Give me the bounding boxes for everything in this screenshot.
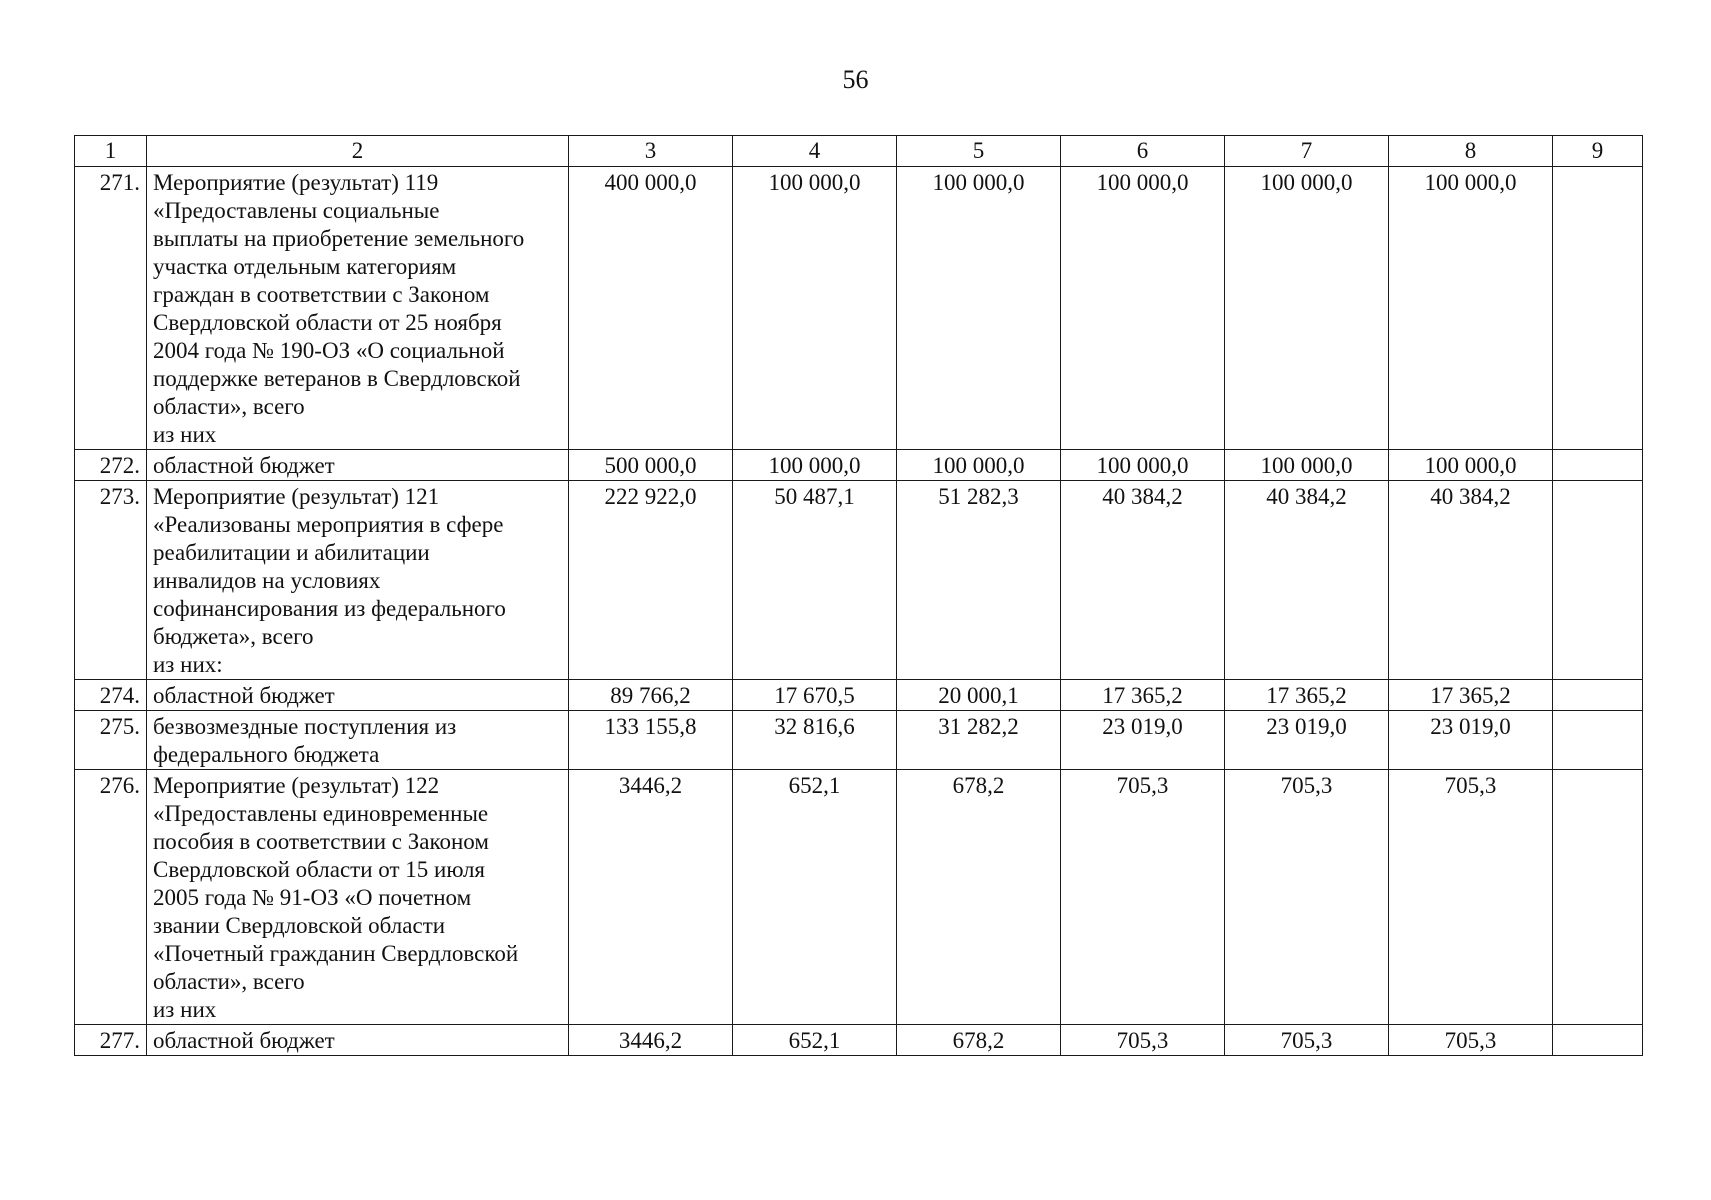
description-line: области», всего (153, 969, 305, 994)
value-cell (1553, 450, 1643, 481)
row-number: 274. (75, 680, 147, 711)
description-line: поддержке ветеранов в Свердловской (153, 366, 521, 391)
column-header: 6 (1061, 136, 1225, 167)
value-cell: 222 922,0 (569, 481, 733, 680)
value-cell (1553, 481, 1643, 680)
description-line: Свердловской области от 15 июля (153, 857, 486, 882)
table-row (75, 450, 1643, 481)
value-cell: 100 000,0 (897, 167, 1061, 450)
description-line: областной бюджет (153, 683, 335, 708)
value-cell: 40 384,2 (1389, 481, 1553, 680)
value-cell (1553, 770, 1643, 1025)
row-number: 277. (75, 1025, 147, 1056)
value-cell: 400 000,0 (569, 167, 733, 450)
column-header: 9 (1553, 136, 1643, 167)
column-header: 3 (569, 136, 733, 167)
value-cell: 23 019,0 (1225, 711, 1389, 770)
description-line: звании Свердловской области (153, 913, 446, 938)
value-cell: 31 282,2 (897, 711, 1061, 770)
table-row (75, 770, 1643, 1025)
description-line: участка отдельным категориям (153, 254, 457, 279)
budget-table (74, 135, 1643, 1056)
description-line: 2005 года № 91-ОЗ «О почетном (153, 885, 472, 910)
description-line: из них: (153, 652, 223, 677)
column-header: 4 (733, 136, 897, 167)
value-cell (1553, 167, 1643, 450)
description-line: софинансирования из федерального (153, 596, 506, 621)
row-description (147, 167, 569, 450)
row-description (147, 450, 569, 481)
description-line: безвозмездные поступления из (153, 714, 457, 739)
value-cell: 17 365,2 (1061, 680, 1225, 711)
value-cell: 40 384,2 (1061, 481, 1225, 680)
value-cell: 50 487,1 (733, 481, 897, 680)
row-description (147, 680, 569, 711)
description-line: бюджета», всего (153, 624, 314, 649)
value-cell: 678,2 (897, 1025, 1061, 1056)
value-cell: 100 000,0 (1389, 167, 1553, 450)
value-cell: 705,3 (1061, 770, 1225, 1025)
description-line: Мероприятие (результат) 122 (153, 773, 440, 798)
value-cell: 17 365,2 (1225, 680, 1389, 711)
value-cell: 705,3 (1389, 770, 1553, 1025)
table-row (75, 711, 1643, 770)
table-row (75, 680, 1643, 711)
column-header: 5 (897, 136, 1061, 167)
description-line: области», всего (153, 394, 305, 419)
row-number: 271. (75, 167, 147, 450)
table-header-row (75, 136, 1643, 167)
value-cell: 133 155,8 (569, 711, 733, 770)
value-cell: 17 365,2 (1389, 680, 1553, 711)
column-header: 1 (75, 136, 147, 167)
description-line: граждан в соответствии с Законом (153, 282, 490, 307)
description-line: 2004 года № 190-ОЗ «О социальной (153, 338, 505, 363)
value-cell: 17 670,5 (733, 680, 897, 711)
description-line: реабилитации и абилитации (153, 540, 430, 565)
value-cell: 652,1 (733, 1025, 897, 1056)
value-cell (1553, 711, 1643, 770)
value-cell: 100 000,0 (733, 450, 897, 481)
value-cell (1553, 680, 1643, 711)
value-cell: 3446,2 (569, 770, 733, 1025)
value-cell: 705,3 (1225, 770, 1389, 1025)
description-line: «Предоставлены социальные (153, 198, 440, 223)
value-cell: 705,3 (1225, 1025, 1389, 1056)
description-line: «Реализованы мероприятия в сфере (153, 512, 504, 537)
row-description (147, 1025, 569, 1056)
value-cell: 100 000,0 (1389, 450, 1553, 481)
value-cell (1553, 1025, 1643, 1056)
row-number: 275. (75, 711, 147, 770)
value-cell: 100 000,0 (1061, 167, 1225, 450)
description-line: областной бюджет (153, 1028, 335, 1053)
description-line: выплаты на приобретение земельного (153, 226, 525, 251)
value-cell: 89 766,2 (569, 680, 733, 711)
row-number: 273. (75, 481, 147, 680)
value-cell: 32 816,6 (733, 711, 897, 770)
description-line: федерального бюджета (153, 742, 380, 767)
description-line: областной бюджет (153, 453, 335, 478)
description-line: «Почетный гражданин Свердловской (153, 941, 519, 966)
description-line: Мероприятие (результат) 119 (153, 170, 439, 195)
row-number: 276. (75, 770, 147, 1025)
value-cell: 100 000,0 (733, 167, 897, 450)
value-cell: 100 000,0 (1225, 167, 1389, 450)
page-number: 56 (842, 65, 869, 94)
table-row (75, 481, 1643, 680)
value-cell: 23 019,0 (1389, 711, 1553, 770)
value-cell: 100 000,0 (1225, 450, 1389, 481)
row-number: 272. (75, 450, 147, 481)
value-cell: 23 019,0 (1061, 711, 1225, 770)
description-line: из них (153, 422, 217, 447)
row-description (147, 711, 569, 770)
column-header: 2 (147, 136, 569, 167)
value-cell: 100 000,0 (897, 450, 1061, 481)
column-header: 7 (1225, 136, 1389, 167)
description-line: Свердловской области от 25 ноября (153, 310, 502, 335)
column-header: 8 (1389, 136, 1553, 167)
value-cell: 705,3 (1389, 1025, 1553, 1056)
value-cell: 705,3 (1061, 1025, 1225, 1056)
description-line: из них (153, 997, 217, 1022)
value-cell: 40 384,2 (1225, 481, 1389, 680)
value-cell: 652,1 (733, 770, 897, 1025)
value-cell: 3446,2 (569, 1025, 733, 1056)
value-cell: 100 000,0 (1061, 450, 1225, 481)
description-line: «Предоставлены единовременные (153, 801, 489, 826)
description-line: Мероприятие (результат) 121 (153, 484, 440, 509)
table-body (75, 167, 1643, 1056)
row-description (147, 770, 569, 1025)
value-cell: 20 000,1 (897, 680, 1061, 711)
value-cell: 678,2 (897, 770, 1061, 1025)
value-cell: 51 282,3 (897, 481, 1061, 680)
value-cell: 500 000,0 (569, 450, 733, 481)
table-row (75, 167, 1643, 450)
description-line: пособия в соответствии с Законом (153, 829, 489, 854)
table-row (75, 1025, 1643, 1056)
description-line: инвалидов на условиях (153, 568, 381, 593)
row-description (147, 481, 569, 680)
